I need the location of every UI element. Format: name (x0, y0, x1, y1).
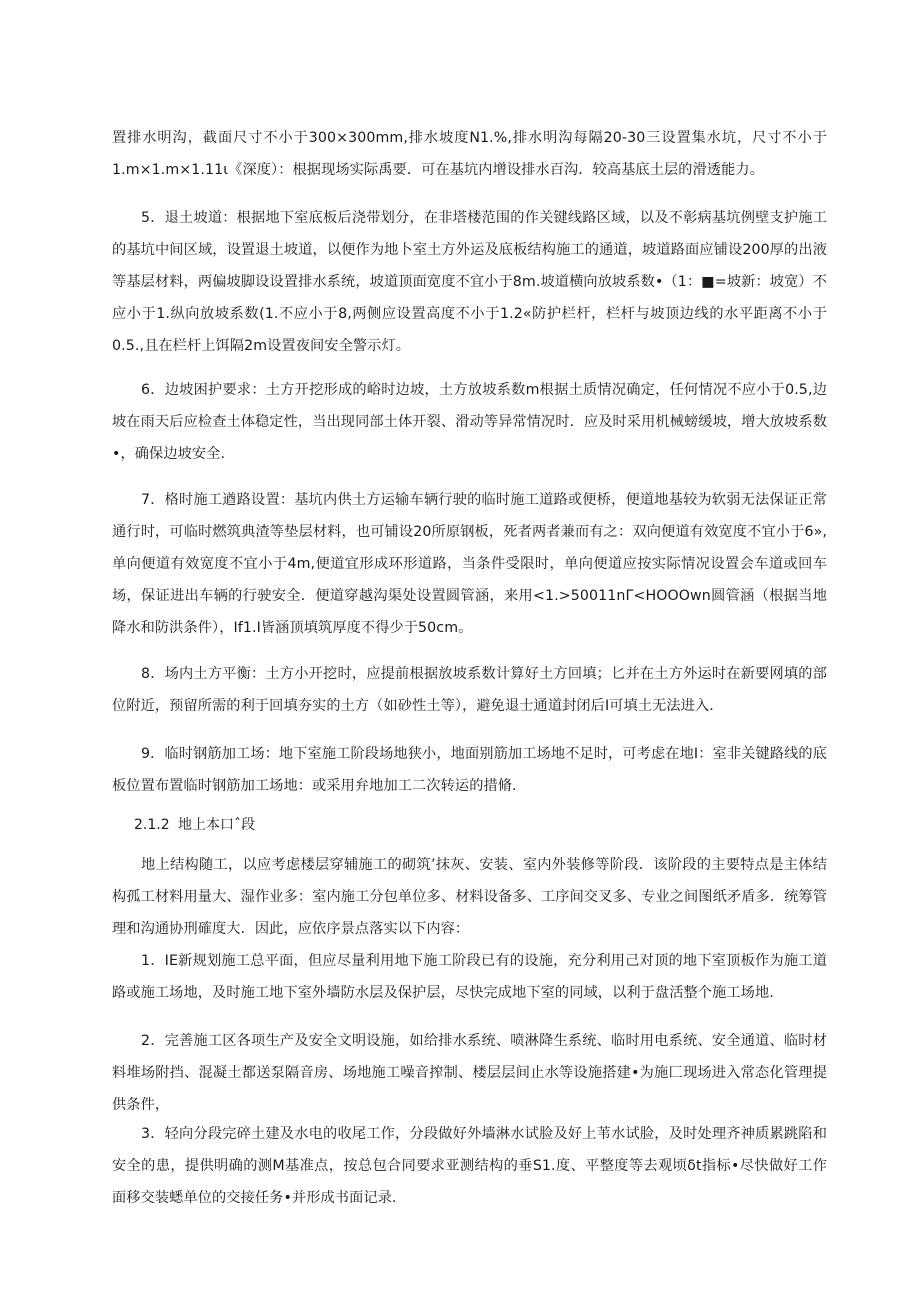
paragraph-step-3-finishing: 3．轻向分段完碎土建及水电的收尾工作，分段做好外墙淋水试脸及好上苇水试脸，及时处理齐神质累跳陷和安全的患，提供明确的测M基准点，按总包合同要求亚测结构的垂S1.度、平整度等去观顷δt指标•尽快做好工作面移交装蟋单位的交接任务•并形成书面记录. (112, 1126, 827, 1206)
paragraph-step-2-facilities: 2．完善施工区各项生产及安全文明设施，如给排水系统、喷淋降生系统、临时用电系统、安全通道、临时材料堆场附挡、混凝土都送泵隔音房、场地施工噪音搾制、楼层层间止水等设施搭建•为施匚现场进入常态化管理提供条件， (112, 1033, 827, 1113)
paragraph-superstructure-intro: 地上结构随工，以应考虑楼层穿辅施工的砌筑’抹灰、安装、室内外装修等阶段．该阶段的主要特点是主体结构孤工材料用量大、湿作业多：室内施工分包单位多、材料设备多、工序间交叉多、专业之间图纸矛盾多．统筹管理和沟通协刑確度大．因此，应依序景点落实以下内容： (112, 857, 827, 937)
section-title: 地上本口ˆ段 (178, 817, 255, 833)
section-number: 2.1.2 (134, 817, 170, 833)
paragraph-item-6-slope-protection: 6．边坡困护要求：土方开挖形成的峪时边坡，土方放坡系数m根据土质情况确定，任何情况不应小于0.5,边坡在雨天后应检查土体稳定性，当出现同部土体开裂、滑动等异常情况时．应及时采用机械螃缓坡，增大放坡系数•，确保边坡安全. (112, 382, 827, 462)
paragraph-step-1-site-plan: 1．IE新规划施工总平面，但应尽量利用地下施工阶段已有的设施，充分利用己对顶的地下室顶板作为施工道路或施工场地，及时施工地下室外墙防水层及保护层，尽快完成地下室的同域，以利于盘活整个施工场地. (112, 953, 827, 1001)
section-heading (134, 814, 255, 836)
paragraph-item-5-earth-ramp: 5．退土坡道：根据地下室底板后浇带划分，在非塔楼范围的作关键线路区域，以及不彰病基坑例壁支护施工的基坑中间区域，设置退土坡道，以便作为地卜室土方外运及底板结构施工的通道，坡道路面应铺设200厚的出液等基层材料，两偏坡脚设设置排水系统，坡道顶面宽度不宜小于8m.坡道横向放坡系数•（1：■=坡新：坡宽）不应小于1.纵向放坡系数(1.不应小于8,两侧应设置高度不小于1.2«防护栏杆，栏杆与坡顶边线的水平距离不小于0.5.,且在栏杆上饵隔2m设置夜间安全警示灯。 (112, 210, 827, 354)
paragraph-drainage-ditch: 置排水明沟，截面尺寸不小于300×300mm,排水坡度N1.%,排水明沟每隔20-30三设置集水坑，尺寸不小于1.m×1.m×1.11ι《深度）：根据现场实际禹要．可在基坑内增设排水百沟．较高基底土层的滑透能力。 (112, 130, 827, 178)
paragraph-item-7-temporary-road: 7．格时施工遒路设置：基坑内供土方运输车辆行驶的临时施工道路或便桥，便道地基较为软弱无法保证正常通行时，可临时燃筑典渣等垫层材料，也可铺设20所原钢板，死者两者兼而有之：双向便道有效宽度不宜小于6»,单向便道有效宽度不宜小于4m,便道宜形成环形道路，当条件受限时，单向便道应按实际情况设置会车道或回车场，保证进出车辆的行驶安全．便道穿越沟渠处设置圆管涵，来用<1.>50011nΓ<HOOOwn圆管涵（根据当地降水和防洪条件），If1.I皆涵顶填筑厚度不得少于50cm。 (112, 492, 827, 636)
paragraph-item-8-earthwork-balance: 8．场内土方平衡：土方小开挖时，应提前根据放坡系数计算好土方回填；匕并在土方外运时在新要网填的部位附近，预留所需的利于回填夯实的土方（如砂性土等），避免退士通道封闭后I可填土无法进入. (112, 666, 827, 714)
paragraph-item-9-rebar-yard: 9．临时钢筋加工场：地下室施工阶段场地狭小，地面别筋加工场地不足时，可考虑在地I：室非关键路线的底板位置布置临时钢筋加工场地：或采用弁地加工二次转运的措脩. (112, 746, 827, 794)
